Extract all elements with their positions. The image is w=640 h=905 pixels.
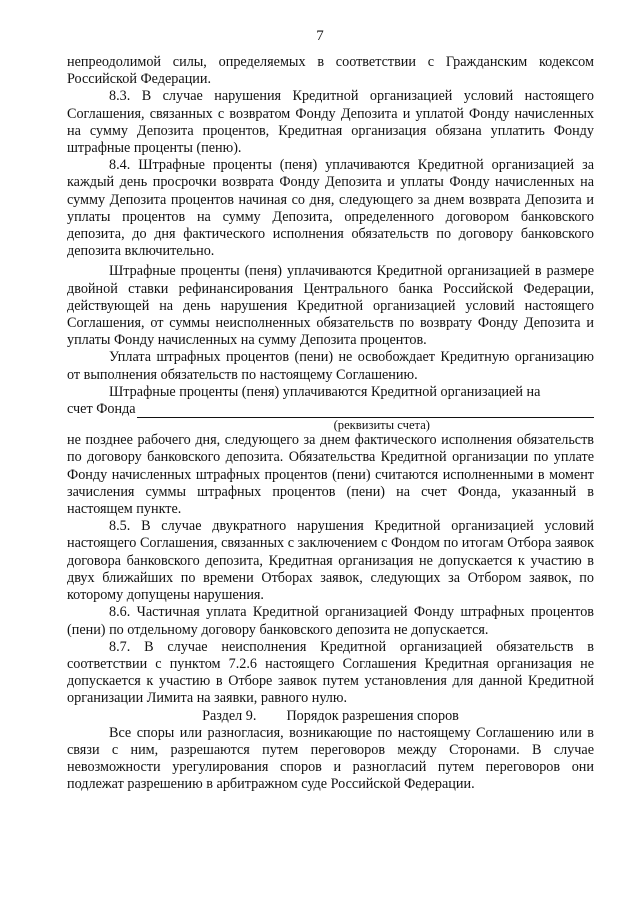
paragraph: непреодолимой силы, определяемых в соответствии с Гражданским кодексом Российской Федерации. — [67, 54, 594, 88]
account-fill-line — [67, 401, 594, 418]
section-number: Раздел 9. — [202, 707, 257, 724]
document-body — [67, 54, 594, 794]
section-heading — [67, 708, 594, 725]
paragraph-penalty-payment: Уплата штрафных процентов (пени) не освобождает Кредитную организацию от выполнения обязательств по настоящему Соглашению. — [67, 349, 594, 383]
paragraph-8-3: 8.3. В случае нарушения Кредитной организацией условий настоящего Соглашения, связанных с возвратом Фонду Депозита и уплатой Фонду начисленных на сумму Депозита процентов, Кредитная организация обязана уплатить Фонду штрафные проценты (пеню). — [67, 88, 594, 157]
paragraph-8-5: 8.5. В случае двукратного нарушения Кредитной организацией условий настоящего Соглашения, связанных с заключением с Фондом по итогам Отбора заявок договора банковского депозита, Кредитная организация не допускается к участию в двух ближайших по времени Отборах заявок, следующих за Отбором заявок, по которому допущены нарушения. — [67, 518, 594, 604]
paragraph-penalty-account: Штрафные проценты (пеня) уплачиваются Кредитной организацией на — [109, 383, 541, 400]
paragraph-8-4: 8.4. Штрафные проценты (пеня) уплачиваются Кредитной организацией за каждый день просрочки возврата Фонду Депозита и уплаты Фонду начисленных на сумму Депозита процентов начиная со дня, следующего за днем возврата Депозита и уплаты процентов на сумму Депозита, определенного договором банковского депозита, до дня фактического исполнения обязательств по договору банковского депозита включительно. — [67, 157, 594, 260]
paragraph-payment-deadline: не позднее рабочего дня, следующего за днем фактического исполнения обязательств по договору банковского депозита. Обязательства Кредитной организации по уплате Фонду начисленных штрафных процентов (пени) считаются исполненными в момент зачисления суммы штрафных процентов (пени) на счет Фонда, указанный в настоящем пункте. — [67, 432, 594, 518]
paragraph-penalty-rate: Штрафные проценты (пеня) уплачиваются Кредитной организацией в размере двойной ставки рефинансирования Центрального банка Российской Федерации, действующей на день нарушения Кредитной организацией условий настоящего Соглашения, от суммы неисполненных обязательств по возврату Фонду Депозита и уплаты Фонду начисленных на сумму Депозита процентов. — [67, 263, 594, 349]
blank-line — [137, 404, 594, 418]
account-label: счет Фонда — [67, 401, 136, 418]
page-number: 7 — [316, 28, 324, 44]
paragraph-8-7: 8.7. В случае неисполнения Кредитной организацией обязательств в соответствии с пунктом 7.2.6 настоящего Соглашения Кредитная организация не допускается к участию в Отборе заявок путем установления для данной Кредитной организации Лимита на заявки, равного нулю. — [67, 638, 594, 707]
paragraph-disputes: Все споры или разногласия, возникающие по настоящему Соглашению или в связи с ним, разрешаются путем переговоров между Сторонами. В случае невозможности урегулирования споров и разногласий путем переговоров они подлежат разрешению в арбитражном суде Российской Федерации. — [67, 724, 594, 793]
section-title: Порядок разрешения споров — [286, 707, 459, 724]
requisites-caption: (реквизиты счета) — [333, 418, 430, 433]
paragraph-8-6: 8.6. Частичная уплата Кредитной организацией Фонду штрафных процентов (пени) по отдельному договору банковского депозита не допускается. — [67, 604, 594, 638]
